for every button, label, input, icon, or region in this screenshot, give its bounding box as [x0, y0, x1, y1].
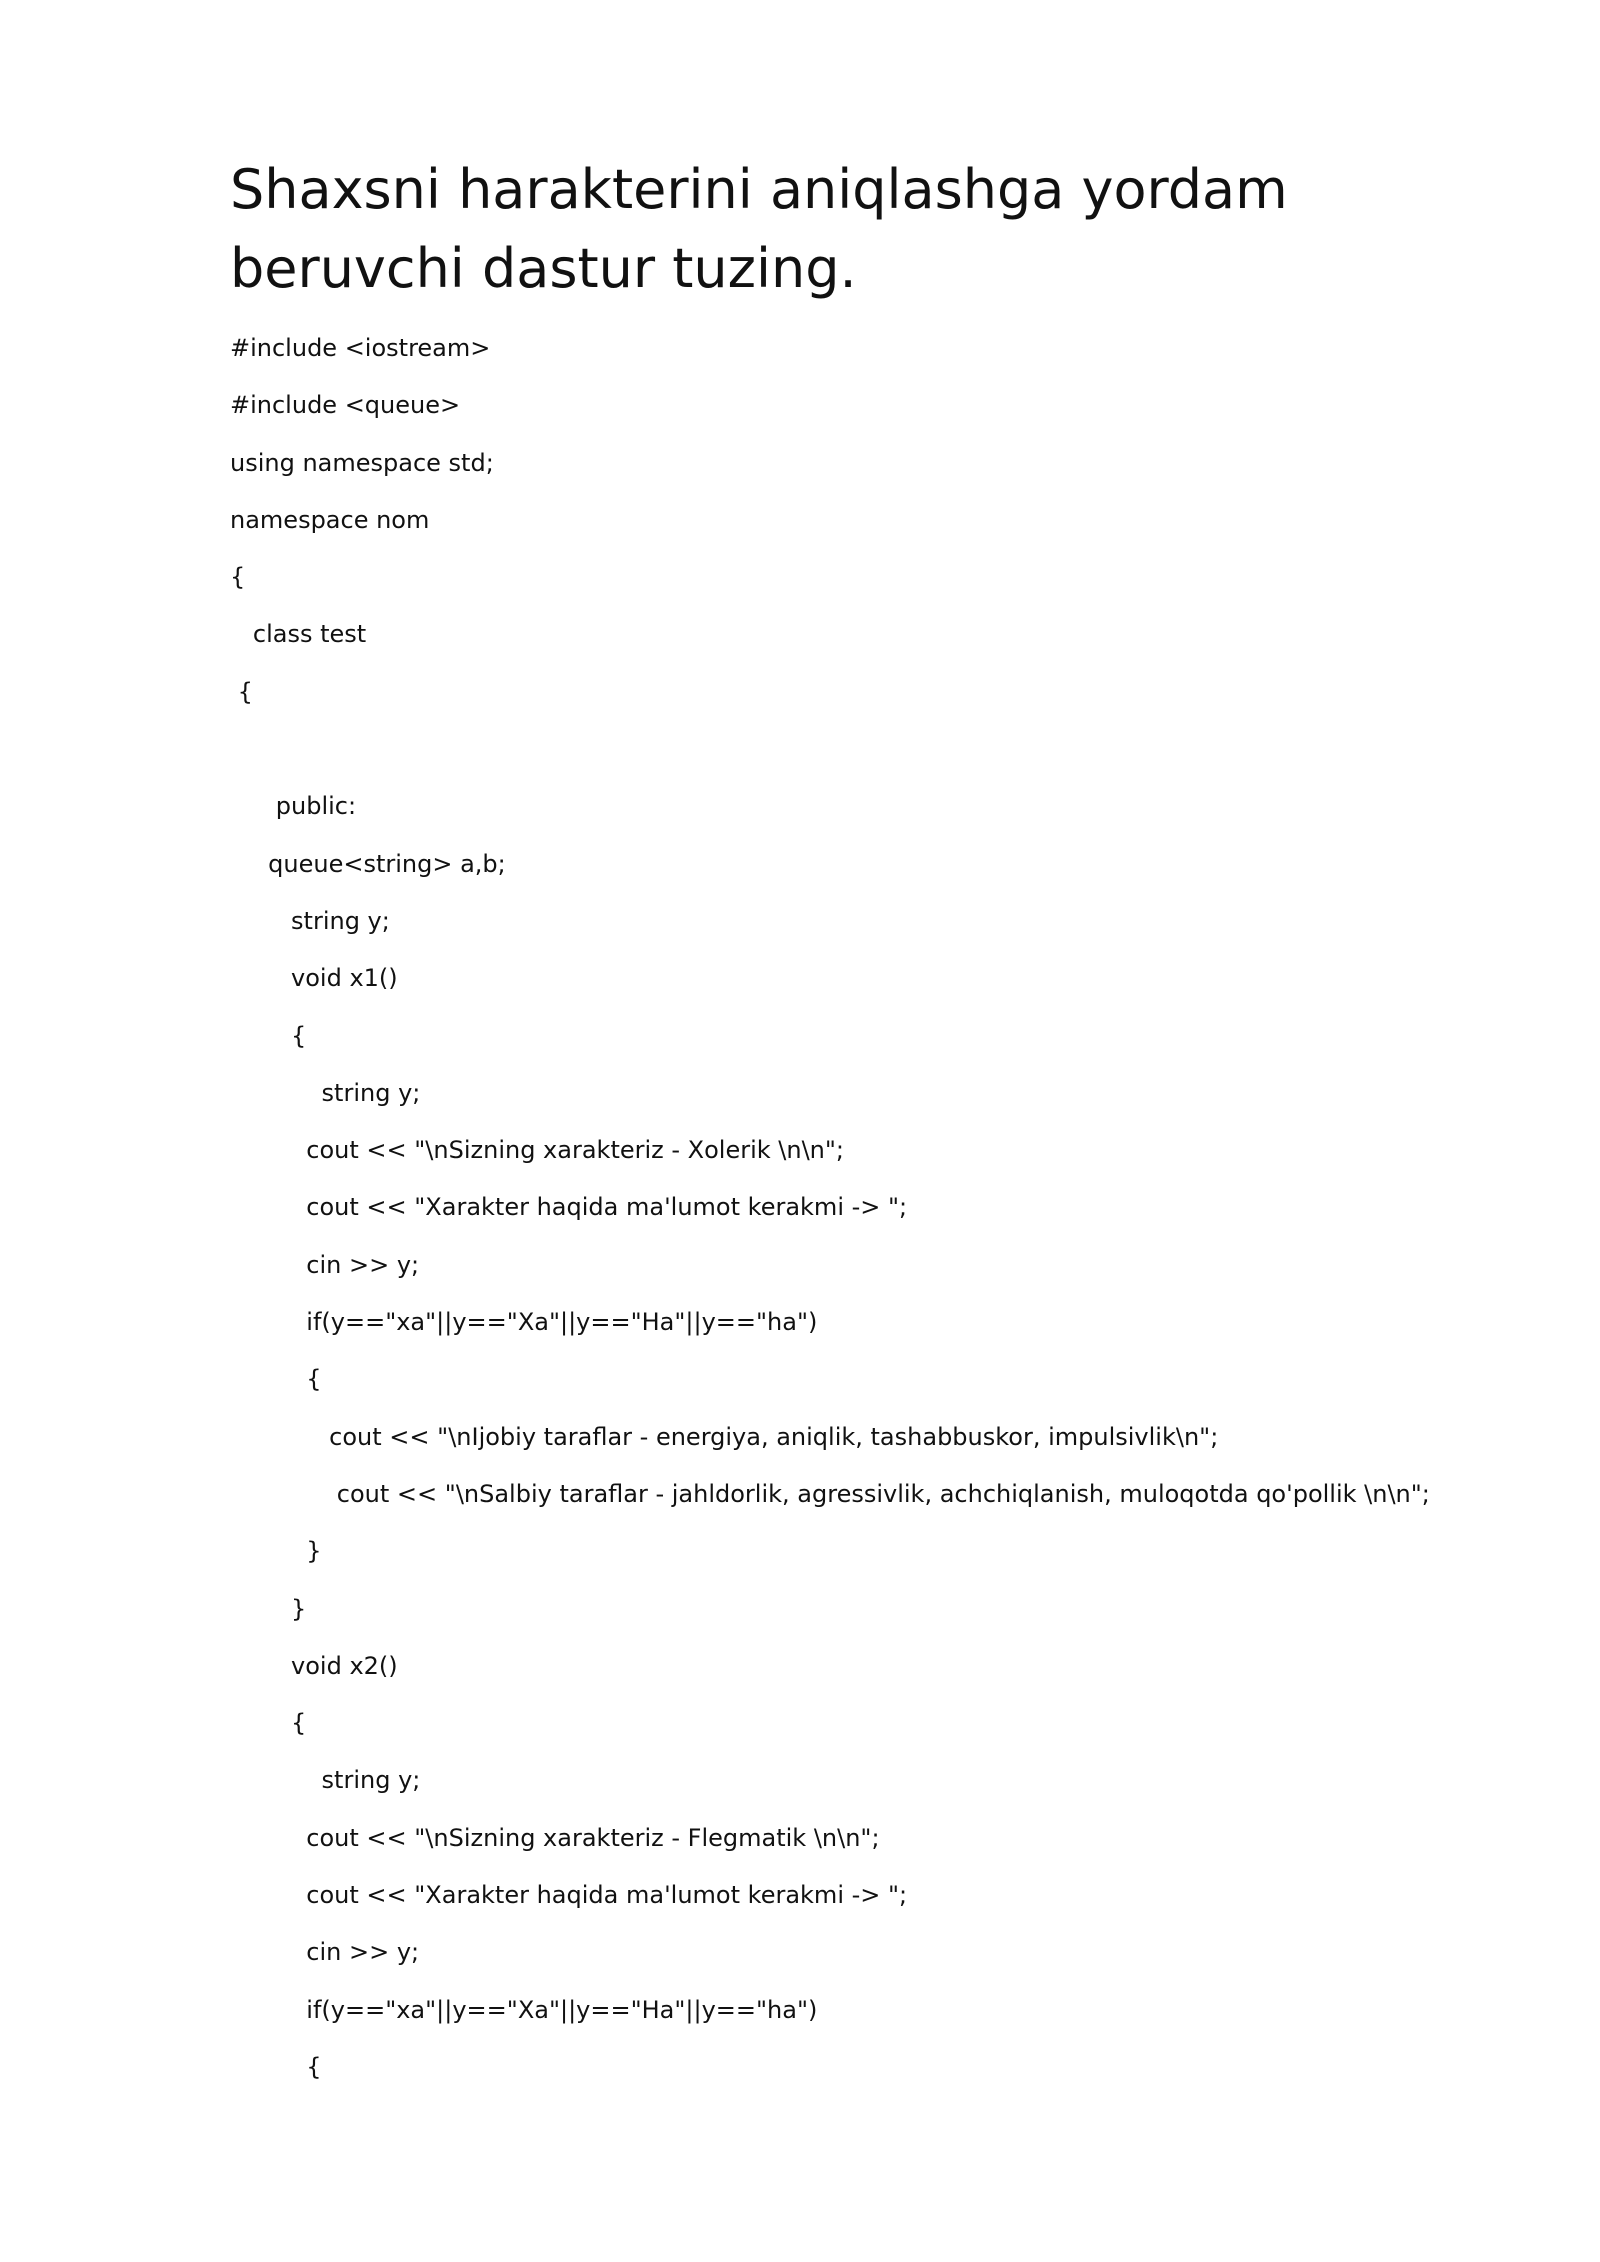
- code-line: if(y=="xa"||y=="Xa"||y=="Ha"||y=="ha"): [230, 1995, 818, 2024]
- code-line: string y;: [230, 1766, 421, 1795]
- code-line: cout << "\nSalbiy taraflar - jahldorlik, agressivlik, achchiqlanish, muloqotda qo'pollik \n\n";: [230, 1479, 1430, 1508]
- code-line: {: [230, 677, 253, 706]
- code-line: cout << "\nSizning xarakteriz - Xolerik \n\n";: [230, 1136, 845, 1165]
- code-line: #include <queue>: [230, 391, 461, 420]
- code-line: public:: [230, 792, 357, 821]
- code-line: #include <iostream>: [230, 334, 491, 362]
- code-line: {: [230, 563, 246, 592]
- code-line: cin >> y;: [230, 1250, 420, 1279]
- code-line: using namespace std;: [230, 448, 494, 477]
- code-line: }: [230, 1537, 322, 1566]
- code-line: cout << "\nIjobiy taraflar - energiya, aniqlik, tashabbuskor, impulsivlik\n";: [230, 1422, 1219, 1451]
- document-title: Shaxsni harakterini aniqlashga yordam beruvchi dastur tuzing.: [230, 158, 1288, 300]
- code-line: if(y=="xa"||y=="Xa"||y=="Ha"||y=="ha"): [230, 1308, 818, 1337]
- code-line: string y;: [230, 906, 390, 935]
- code-line: }: [230, 1594, 307, 1623]
- code-line: string y;: [230, 1078, 421, 1107]
- code-line: {: [230, 1021, 307, 1050]
- code-line: namespace nom: [230, 505, 430, 534]
- code-line: class test: [230, 620, 367, 649]
- code-line: void x2(): [230, 1651, 398, 1680]
- code-line: [230, 734, 1560, 791]
- code-line: cout << "Xarakter haqida ma'lumot kerakmi -> ";: [230, 1881, 908, 1910]
- code-line: cout << "Xarakter haqida ma'lumot kerakmi -> ";: [230, 1193, 908, 1222]
- code-line: void x1(): [230, 964, 398, 993]
- code-line: {: [230, 2052, 322, 2081]
- code-line: {: [230, 1709, 307, 1738]
- code-line: queue<string> a,b;: [230, 849, 506, 878]
- code-listing: [230, 333, 1560, 2109]
- code-line: cout << "\nSizning xarakteriz - Flegmatik \n\n";: [230, 1823, 880, 1852]
- code-line: {: [230, 1365, 322, 1394]
- code-line: cin >> y;: [230, 1938, 420, 1967]
